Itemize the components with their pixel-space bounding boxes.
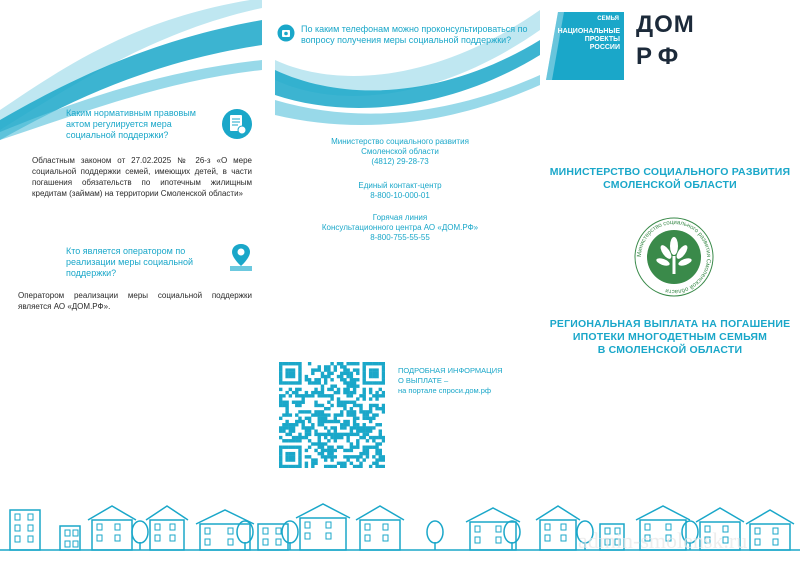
logo-line1: ДОМ bbox=[636, 11, 695, 38]
badge-line1: НАЦИОНАЛЬНЫЕ bbox=[557, 28, 620, 35]
qr-caption bbox=[398, 366, 503, 396]
question-legal-act: Каким нормативным правовым актом регулируется мера социальной поддержки? bbox=[66, 108, 196, 140]
qr-caption-line2: О ВЫПЛАТЕ – bbox=[398, 376, 449, 385]
question-operator: Кто является оператором по реализации меры социальной поддержки? bbox=[66, 246, 194, 278]
badge-line2: ПРОЕКТЫ bbox=[584, 36, 620, 43]
title-line1: РЕГИОНАЛЬНАЯ ВЫПЛАТА НА ПОГАШЕНИЕ bbox=[549, 318, 791, 330]
contact-ministry bbox=[300, 137, 500, 167]
ministry-line1: МИНИСТЕРСТВО СОЦИАЛЬНОГО РАЗВИТИЯ bbox=[549, 166, 791, 178]
qr-caption-line1: ПОДРОБНАЯ ИНФОРМАЦИЯ bbox=[398, 366, 503, 375]
badge-small-label: СЕМЬЯ bbox=[597, 16, 619, 22]
contact-ministry-line1: Министерство социального развития bbox=[331, 137, 469, 146]
qr-code-icon[interactable] bbox=[279, 362, 385, 468]
contact-hotline-line2: Консультационного центра АО «ДОМ.РФ» bbox=[321, 223, 479, 232]
contact-hotline-line1: Горячая линия bbox=[372, 213, 428, 222]
ministry-line2: СМОЛЕНСКОЙ ОБЛАСТИ bbox=[603, 179, 737, 191]
contact-ministry-line2: Смоленской области bbox=[361, 147, 439, 156]
leaf-emblem-icon bbox=[633, 216, 715, 298]
title-line3: В СМОЛЕНСКОЙ ОБЛАСТИ bbox=[597, 344, 743, 356]
contact-hotline-phone: 8-800-755-55-55 bbox=[370, 233, 430, 242]
phone-icon bbox=[277, 24, 295, 42]
answer-operator: Оператором реализации меры социальной поддержки является АО «ДОМ.РФ». bbox=[18, 291, 252, 311]
qr-caption-line3: на портале спроси.дом.рф bbox=[398, 386, 492, 395]
emblem-ring-text: Министерство социального развития Смоленской области bbox=[636, 219, 712, 295]
document-icon bbox=[221, 108, 253, 140]
contact-center-line1: Единый контакт-центр bbox=[358, 181, 442, 190]
map-pin-icon bbox=[228, 242, 254, 272]
title-line2: ИПОТЕКИ МНОГОДЕТНЫМ СЕМЬЯМ bbox=[572, 331, 768, 343]
answer-legal-act: Областным законом от 27.02.2025 № 26-з «О мере социальной поддержки семей, имеющих детей, в части погашения обязательств по ипотечным жилищным кредитам (займам) на территории Смоленской области» bbox=[32, 156, 252, 198]
contact-hotline bbox=[300, 213, 500, 243]
badge-line3: РОССИИ bbox=[589, 44, 620, 51]
ministry-heading bbox=[545, 166, 795, 192]
contact-center-phone: 8-800-10-000-01 bbox=[370, 191, 430, 200]
logo-line2: РФ bbox=[636, 43, 685, 70]
watermark: admin-smolensk.ru bbox=[578, 528, 748, 553]
phone-question: По каким телефонам можно проконсультироваться по вопросу получения меры социальной поддержки? bbox=[301, 24, 528, 45]
dom-rf-logo bbox=[636, 12, 702, 76]
contact-ministry-phone: (4812) 29-28-73 bbox=[371, 157, 429, 166]
main-title bbox=[545, 318, 795, 357]
national-projects-badge bbox=[546, 12, 624, 80]
contact-center bbox=[300, 181, 500, 201]
